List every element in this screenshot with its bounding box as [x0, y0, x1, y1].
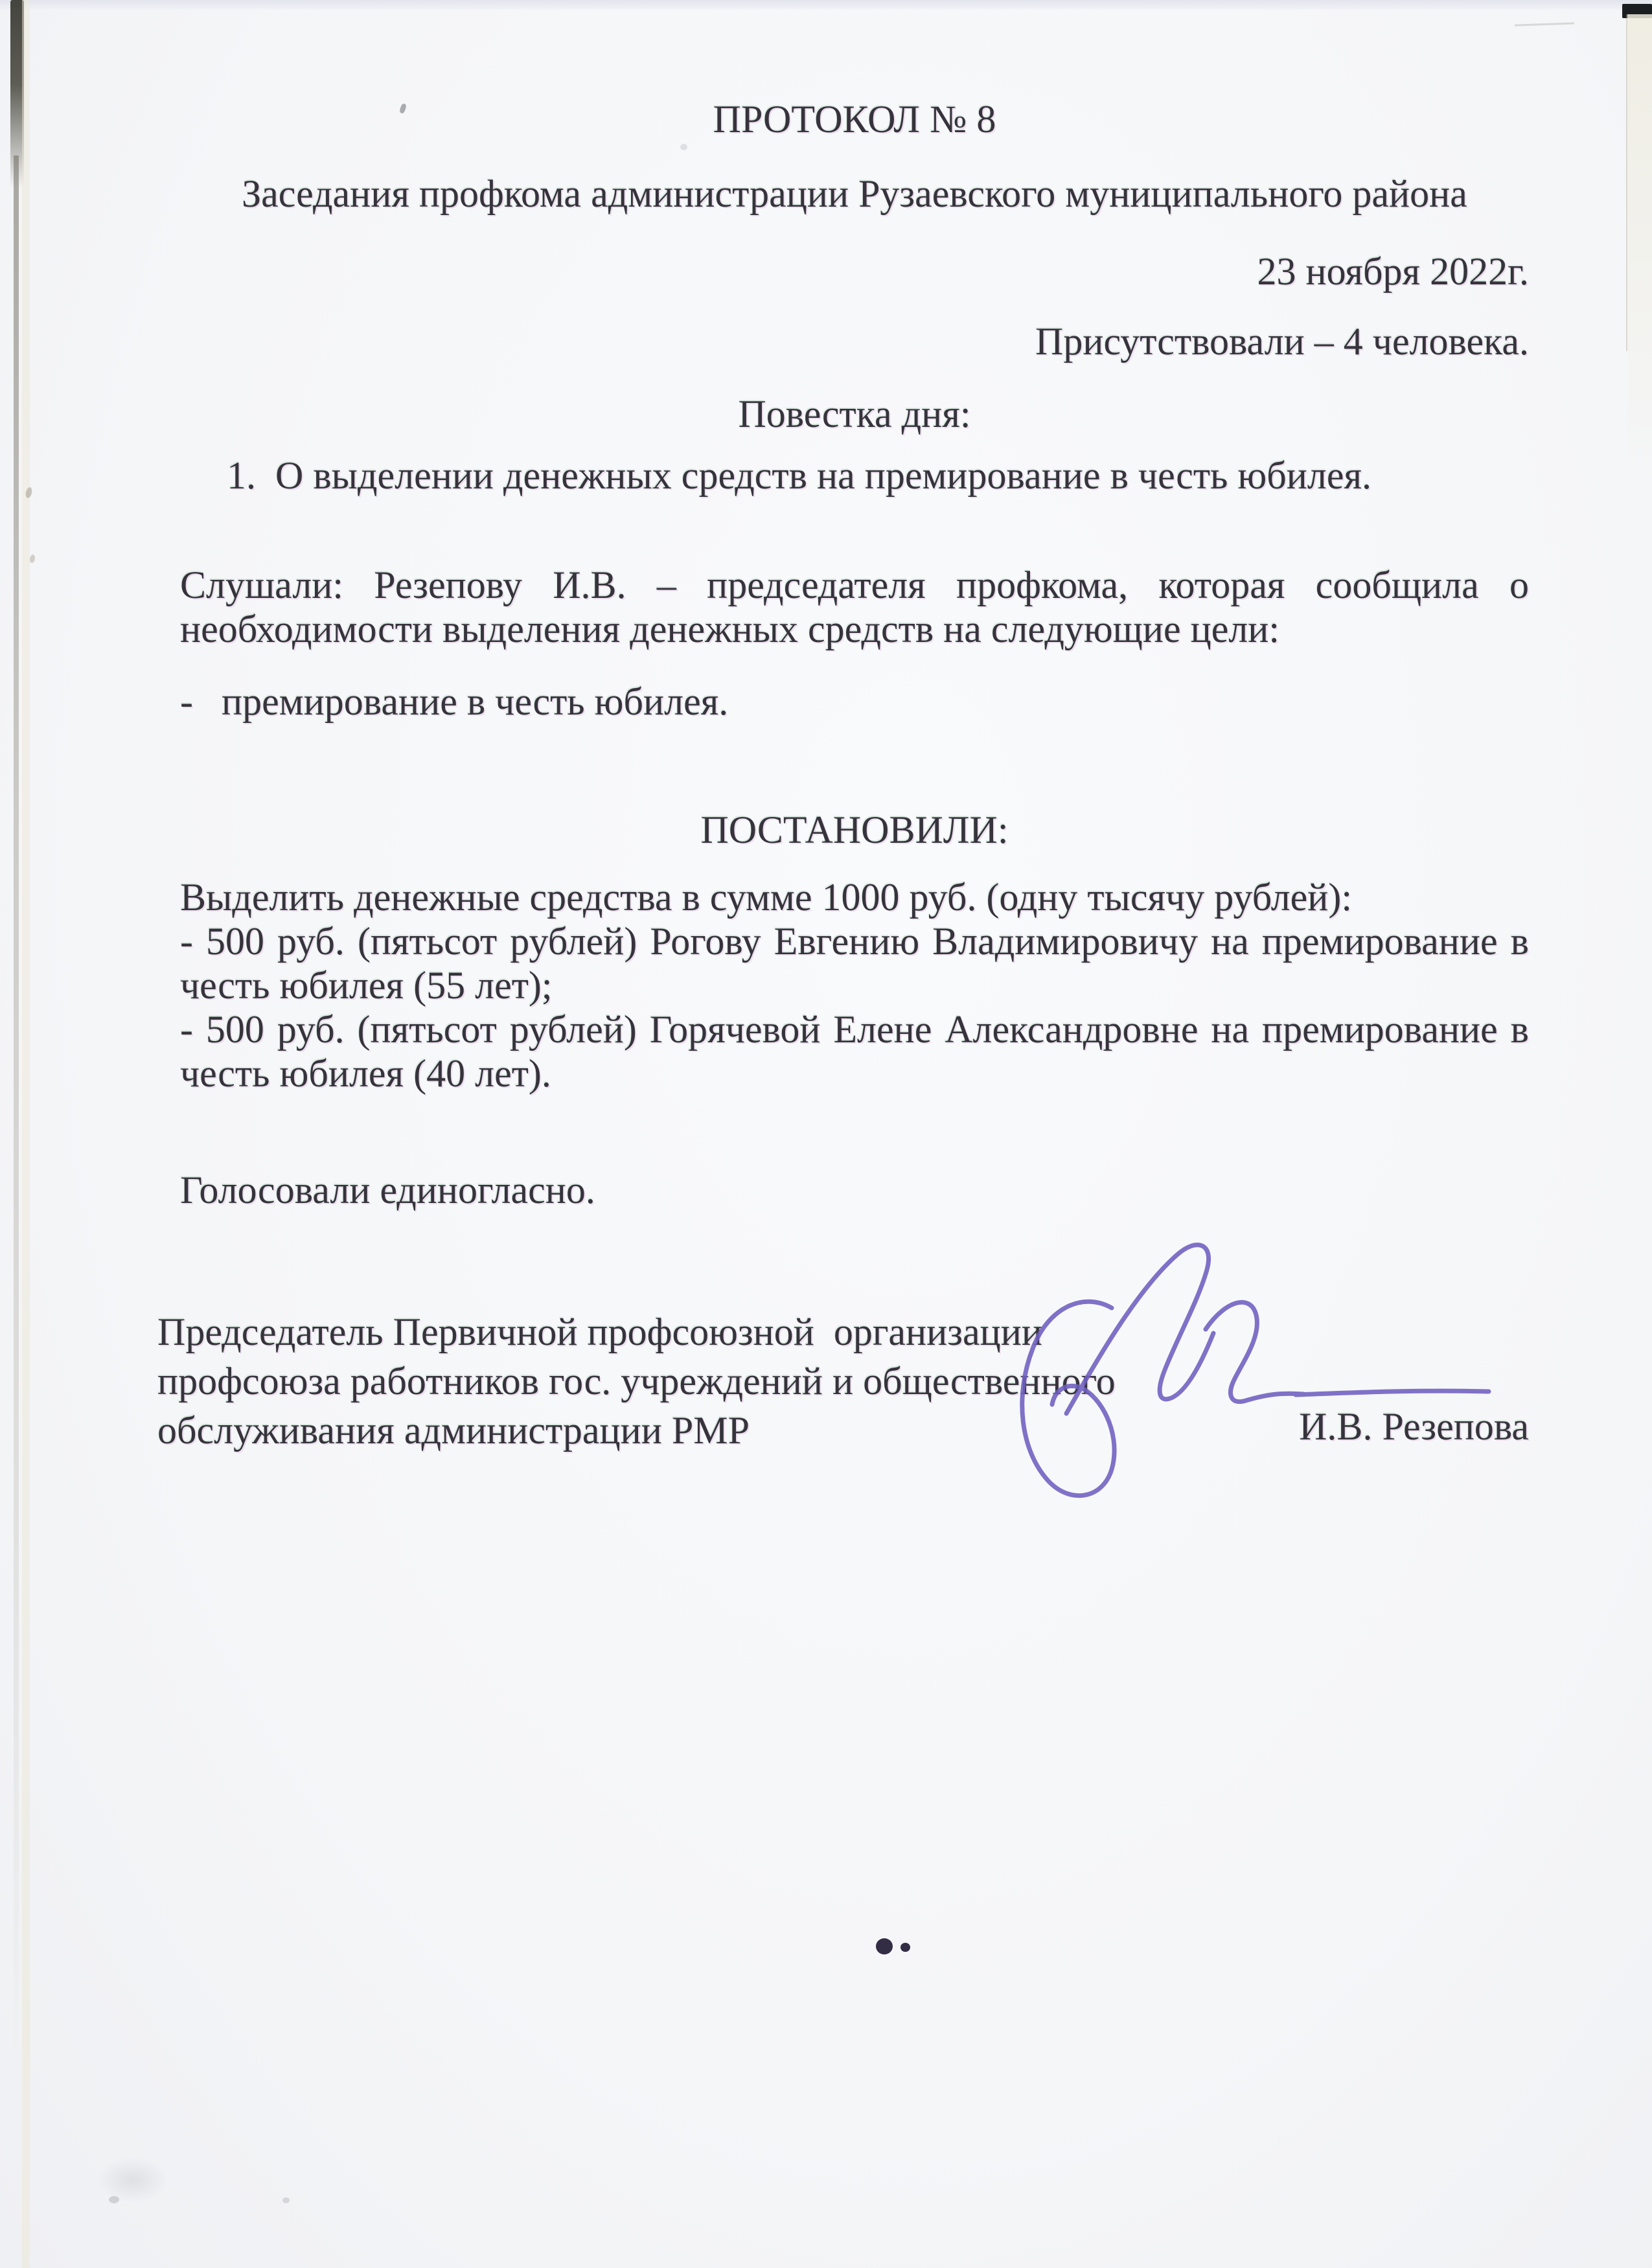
- heard-line-1: Слушали: Резепову И.В. – председателя профкома, которая сообщила о: [180, 564, 1529, 606]
- paper-speck: [680, 144, 687, 150]
- scan-right-hairline: [1626, 14, 1627, 351]
- resolved-paragraph: [180, 875, 1529, 1095]
- resolved-item-1-line-2: честь юбилея (55 лет);: [180, 964, 553, 1007]
- ink-dot-large: [876, 1938, 893, 1954]
- signature-title-line-1: Председатель Первичной профсоюзной организации: [157, 1311, 1042, 1353]
- scan-paper-edge-strip: [22, 0, 30, 2268]
- heard-bullet-dash: -: [180, 680, 193, 723]
- resolved-item-2-line-1: - 500 руб. (пятьсот рублей) Горячевой Елене Александровне на премирование в: [180, 1008, 1529, 1051]
- heard-paragraph: [180, 563, 1529, 651]
- agenda-heading: Повестка дня:: [738, 393, 971, 435]
- heard-line-2: необходимости выделения денежных средств на следующие цели:: [180, 608, 1280, 650]
- agenda-item-text: О выделении денежных средств на премирование в честь юбилея.: [275, 454, 1372, 497]
- date-line: 23 ноября 2022г.: [1257, 250, 1529, 293]
- paper-blotch: [97, 2157, 168, 2203]
- scan-right-edge-strip: [1627, 14, 1652, 507]
- scan-left-edge-line: [14, 155, 19, 2067]
- agenda-item: [180, 453, 1529, 498]
- signature-title-line-2: профсоюза работников гос. учреждений и общественного: [157, 1360, 1116, 1403]
- resolved-intro: Выделить денежные средства в сумме 1000 руб. (одну тысячу рублей):: [180, 876, 1353, 919]
- heard-bullet: [180, 680, 1529, 724]
- paper-speck: [29, 554, 36, 563]
- doc-subtitle: Заседания профкома администрации Рузаевского муниципального района: [242, 172, 1467, 215]
- resolved-item-1-line-1: - 500 руб. (пятьсот рублей) Рогову Евгению Владимировичу на премирование в: [180, 920, 1529, 963]
- signature-scrawl: [998, 1224, 1516, 1516]
- ink-dot-small: [901, 1943, 910, 1952]
- page-title: ПРОТОКОЛ № 8: [713, 98, 996, 141]
- agenda-item-number: 1.: [227, 454, 256, 497]
- vote-line: Голосовали единогласно.: [180, 1169, 595, 1211]
- attendees-line: Присутствовали – 4 человека.: [1035, 320, 1529, 363]
- resolved-heading: ПОСТАНОВИЛИ:: [700, 808, 1009, 851]
- resolved-item-2-line-2: честь юбилея (40 лет).: [180, 1052, 551, 1095]
- signer-name: И.В. Резепова: [1299, 1405, 1529, 1448]
- scan-scratch-line: [1515, 22, 1574, 26]
- paper-speck: [109, 2196, 119, 2203]
- signature-title-line-3: обслуживания администрации РМР: [157, 1409, 750, 1452]
- heard-bullet-text: премирование в честь юбилея.: [221, 680, 729, 723]
- scan-top-edge-band: [0, 0, 1652, 10]
- paper-speck: [282, 2197, 290, 2203]
